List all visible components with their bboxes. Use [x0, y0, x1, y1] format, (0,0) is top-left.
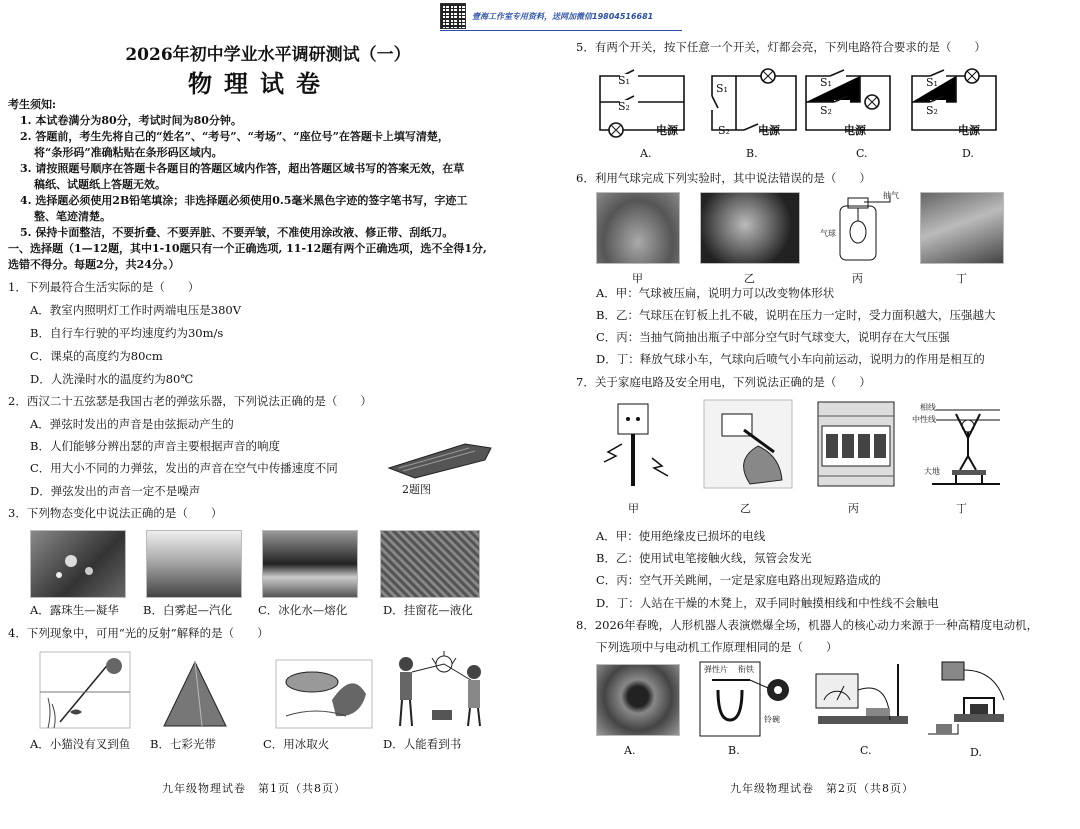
q5-b-s1: S₁ [716, 82, 728, 95]
q7-option-a: A．甲：使用绝缘皮已损坏的电线 [596, 529, 766, 543]
q5-c-power: 电源 [844, 124, 866, 137]
q6-cap-c: 丙 [852, 272, 863, 285]
q5-d-s2: S₂ [926, 104, 938, 117]
page-2 [548, 0, 1080, 829]
q1-option-c: C．课桌的高度约为80cm [30, 349, 163, 363]
balloon-car-image [920, 192, 1004, 264]
q7-neutral-label: 中性线 [912, 415, 936, 424]
q2-option-a: A．弹弦时发出的声音是由弦振动产生的 [30, 417, 234, 431]
q8-option-d: D. [970, 746, 982, 759]
q6-option-d: D．丁：释放气球小车，气球向后喷气小车向前运动，说明力的作用是相互的 [596, 352, 985, 366]
zither-image [385, 438, 495, 480]
page-2-footer: 九年级物理试卷 第2页（共8页） [730, 782, 914, 795]
q8-spring-label: 弹性片 [704, 665, 728, 674]
q2-option-b: B．人们能够分辨出瑟的声音主要根据声音的响度 [30, 439, 280, 453]
q4-option-d: D．人能看到书 [383, 737, 462, 751]
q5-a-s2: S₂ [618, 100, 630, 113]
q8-option-a: A. [624, 744, 636, 757]
motor-experiment-image [924, 660, 1014, 742]
q8-bell-label: 铃碗 [764, 715, 780, 724]
exam-title: 2026年初中学业水平调研测试（一） [125, 45, 411, 65]
balloon-nails-image [700, 192, 800, 264]
q1-option-d: D．人洗澡时水的温度约为80℃ [30, 372, 194, 386]
q2-option-d: D．弹弦发出的声音一定不是噪声 [30, 484, 201, 498]
q6-option-a: A．甲：气球被压扁，说明力可以改变物体形状 [596, 286, 835, 300]
q6-option-c: C．丙：当抽气筒抽出瓶子中部分空气时气球变大，说明存在大气压强 [596, 330, 950, 344]
q8-option-b: B. [728, 744, 740, 757]
q6-cap-b: 乙 [744, 272, 755, 285]
q7-cap-d: 丁 [956, 502, 967, 515]
q5-a-power: 电源 [656, 124, 678, 137]
q5-stem: 5．有两个开关，按下任意一个开关，灯都会亮，下列电路符合要求的是（ ） [576, 40, 986, 54]
ice-image [262, 530, 358, 598]
q5-option-b: B. [746, 147, 758, 160]
q8-stem-2: 下列选项中与电动机工作原理相同的是（ ） [596, 640, 838, 654]
q6-cap-a: 甲 [632, 272, 643, 285]
q4-option-a: A．小猫没有叉到鱼 [30, 737, 131, 751]
damaged-wire-image [596, 400, 672, 488]
generator-experiment-image [810, 660, 914, 742]
q4-option-c: C．用冰取火 [263, 737, 330, 751]
section-heading-2: 选错不得分。每题2分，共24分。） [8, 258, 180, 271]
q8-stem: 8．2026年春晚，人形机器人表演燃爆全场，机器人的核心动力来源于一种高精度电动机， [576, 618, 1039, 632]
fog-image [146, 530, 242, 598]
q5-option-a: A. [640, 147, 652, 160]
circuit-d-diagram [906, 68, 1002, 136]
q5-c-s2: S₂ [820, 104, 832, 117]
section-heading: 一、选择题（1—12题，其中1-10题只有一个正确选项, 11-12题有两个正确选项，选不全得1分, [8, 242, 487, 255]
air-switch-image [816, 400, 896, 488]
q5-a-s1: S₁ [618, 74, 630, 87]
ice-lens-image [276, 660, 372, 728]
q6-pump-label: 抽气 [883, 191, 899, 200]
note-line: 稿纸、试题纸上答题无效。 [34, 178, 166, 191]
q2-caption: 2题图 [402, 483, 431, 496]
q2-stem: 2．西汉二十五弦瑟是我国古老的弹弦乐器，下列说法正确的是（ ） [8, 394, 372, 408]
q4-option-b: B．七彩光带 [150, 737, 216, 751]
q5-d-s1: S₁ [926, 76, 938, 89]
q6-stem: 6．利用气球完成下列实验时，其中说法错误的是（ ） [576, 171, 871, 185]
test-pen-image [704, 400, 792, 488]
q4-stem: 4．下列现象中，可用“光的反射”解释的是（ ） [8, 626, 269, 640]
exam-subtitle: 物理试卷 [188, 69, 332, 98]
balloon-press-image [596, 192, 680, 264]
q5-option-d: D. [962, 147, 974, 160]
q3-stem: 3．下列物态变化中说法正确的是（ ） [8, 506, 223, 520]
q7-stem: 7．关于家庭电路及安全用电，下列说法正确的是（ ） [576, 375, 871, 389]
q7-cap-a: 甲 [628, 502, 639, 515]
page-1-footer: 九年级物理试卷 第1页（共8页） [162, 782, 346, 795]
q5-b-power: 电源 [758, 124, 780, 137]
q6-option-b: B．乙：气球压在钉板上扎不破，说明在压力一定时，受力面积越大，压强越大 [596, 308, 996, 322]
note-line: 将“条形码”准确粘贴在条形码区域内。 [34, 146, 223, 159]
note-line: 2. 答题前，考生先将自己的“姓名”、“考号”、“考场”、“座位号”在答题卡上填写清楚， [20, 130, 449, 143]
q3-option-d: D．挂窗花—液化 [383, 603, 473, 617]
prism-image [160, 660, 230, 728]
q7-live-label: 相线 [920, 403, 936, 412]
q3-option-c: C．冰化水—熔化 [258, 603, 348, 617]
q3-option-b: B．白雾起—汽化 [143, 603, 232, 617]
cat-fishing-image [40, 652, 130, 728]
q2-option-c: C．用大小不同的力弹弦，发出的声音在空气中传播速度不同 [30, 461, 338, 475]
note-line: 3. 请按照题号顺序在答题卡各题目的答题区域内作答，超出答题区域书写的答案无效，在草 [20, 162, 465, 175]
exam-notes [8, 97, 498, 273]
q7-option-b: B．乙：使用试电笔接触火线，氖管会发光 [596, 551, 812, 565]
note-line: 5. 保持卡面整洁，不要折叠、不要弄脏、不要弄皱，不准使用涂改液、修正带、刮纸刀。 [20, 226, 454, 239]
q7-cap-c: 丙 [848, 502, 859, 515]
q7-ground-label: 大地 [924, 467, 940, 476]
q7-option-d: D．丁：人站在干燥的木凳上，双手同时触摸相线和中性线不会触电 [596, 596, 939, 610]
notes-title: 考生须知: [8, 98, 57, 111]
dew-image [30, 530, 126, 598]
q5-b-s2: S₂ [718, 124, 730, 137]
note-line: 4. 选择题必须使用2B铅笔填涂；非选择题必须使用0.5毫米黑色字迹的签字笔书写，字迹工 [20, 194, 468, 207]
q5-c-s1: S₁ [820, 76, 832, 89]
reading-image [392, 652, 492, 728]
window-flower-image [380, 530, 480, 598]
q6-cap-d: 丁 [956, 272, 967, 285]
q5-option-c: C. [856, 147, 868, 160]
q7-option-c: C．丙：空气开关跳闸，一定是家庭电路出现短路造成的 [596, 573, 881, 587]
q8-option-c: C. [860, 744, 872, 757]
q1-option-b: B．自行车行驶的平均速度约为30m/s [30, 326, 224, 340]
q6-balloon-label: 气球 [820, 229, 836, 238]
q5-d-power: 电源 [958, 124, 980, 137]
option-a-image [596, 664, 680, 736]
q1-stem: 1．下列最符合生活实际的是（ ） [8, 280, 200, 294]
note-line: 1. 本试卷满分为80分，考试时间为80分钟。 [20, 114, 242, 127]
header-note: 壹海工作室专用资料，送网加微信19804516681 [472, 11, 654, 21]
q1-option-a: A．教室内照明灯工作时两端电压是380V [30, 303, 242, 317]
q3-option-a: A．露珠生—凝华 [30, 603, 119, 617]
q8-iron-label: 衔铁 [738, 665, 754, 674]
note-line: 整、笔迹清楚。 [34, 210, 111, 223]
q7-cap-b: 乙 [740, 502, 751, 515]
